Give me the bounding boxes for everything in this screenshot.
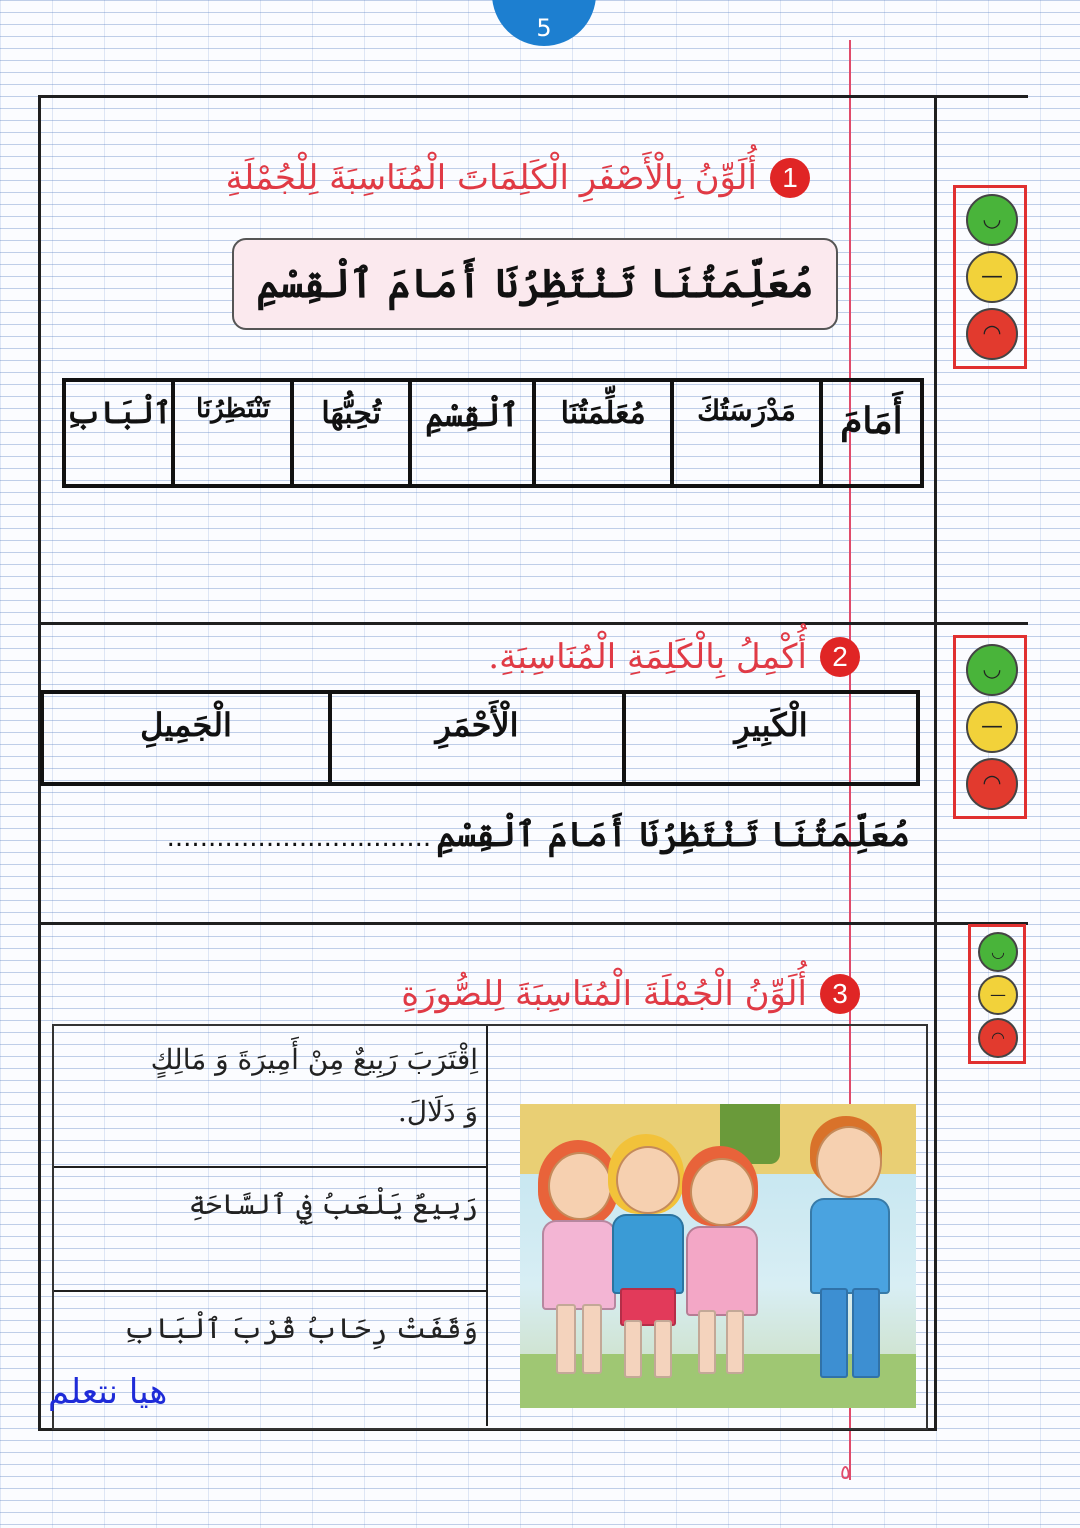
section-divider-1 bbox=[38, 622, 1028, 625]
section2-fill-sentence bbox=[150, 814, 910, 855]
sentence-option-1[interactable] bbox=[66, 1034, 478, 1138]
sentence-1-line-1: اِقْتَرَبَ رَبِيعٌ مِنْ أَمِيرَةَ وَ مَالِكٍ bbox=[150, 1043, 478, 1076]
word-cell[interactable]: ٱلْبَابِ bbox=[64, 380, 173, 486]
self-assessment-faces-2 bbox=[953, 635, 1027, 819]
answer-blank[interactable]: ................................ bbox=[166, 823, 432, 853]
neutral-face-icon[interactable]: — bbox=[966, 701, 1018, 753]
section-divider-2 bbox=[38, 922, 1028, 925]
word-cell[interactable]: تُحِبُّهَا bbox=[292, 380, 410, 486]
frame-top bbox=[38, 95, 1028, 98]
section1-title: أُلَوِّنُ بِالْأَصْفَرِ الْكَلِمَاتَ الْمُنَاسِبَةَ لِلْجُمْلَةِ bbox=[225, 158, 757, 198]
word-cell[interactable]: مُعَلِّمَتُنَا bbox=[534, 380, 672, 486]
frame-divider bbox=[934, 95, 937, 1431]
word-cell[interactable]: مَدْرَسَتُكَ bbox=[672, 380, 820, 486]
section3-row-divider-2 bbox=[54, 1290, 486, 1292]
word-cell[interactable]: تَنْتَظِرُنَا bbox=[173, 380, 292, 486]
section1-number: 1 bbox=[770, 158, 810, 198]
option-cell[interactable]: الْأَحْمَرِ bbox=[330, 692, 624, 784]
watermark-text: هيا نتعلم bbox=[48, 1372, 168, 1412]
sentence-option-3[interactable]: وَقَفَتْ رِحَابُ قُرْبَ ٱلْبَابِ bbox=[123, 1312, 478, 1345]
option-cell[interactable]: الْجَمِيلِ bbox=[42, 692, 330, 784]
section3-number: 3 bbox=[820, 974, 860, 1014]
section3-header bbox=[320, 974, 860, 1014]
sentence-option-2[interactable]: رَبِيعٌ يَلْعَبُ فِي ٱلسَّاحَةِ bbox=[188, 1188, 478, 1221]
section3-column-divider bbox=[486, 1026, 488, 1426]
happy-face-icon[interactable]: ◡ bbox=[966, 644, 1018, 696]
section2-number: 2 bbox=[820, 637, 860, 677]
word-cell[interactable]: أَمَامَ bbox=[821, 380, 922, 486]
happy-face-icon[interactable]: ◡ bbox=[966, 194, 1018, 246]
self-assessment-faces-1 bbox=[953, 185, 1027, 369]
footer-page-number: ٥ bbox=[840, 1460, 851, 1484]
children-illustration bbox=[520, 1104, 916, 1408]
section2-header bbox=[400, 637, 860, 677]
section1-word-table bbox=[62, 378, 924, 488]
neutral-face-icon[interactable]: — bbox=[978, 975, 1018, 1015]
sentence-1-line-2: وَ دَلَالَ. bbox=[397, 1095, 478, 1128]
sad-face-icon[interactable]: ◠ bbox=[966, 758, 1018, 810]
sad-face-icon[interactable]: ◠ bbox=[966, 308, 1018, 360]
section2-sentence: مُعَلِّمَتُنَا تَنْتَظِرُنَا أَمَامَ ٱلْقِسْمِ bbox=[436, 815, 910, 855]
section1-sentence: مُعَلِّمَتُنَا تَنْتَظِرُنَا أَمَامَ ٱلْقِسْمِ bbox=[232, 238, 838, 330]
happy-face-icon[interactable]: ◡ bbox=[978, 932, 1018, 972]
option-cell[interactable]: الْكَبِيرِ bbox=[624, 692, 918, 784]
section2-title: أُكْمِلُ بِالْكَلِمَةِ الْمُنَاسِبَةِ. bbox=[488, 637, 807, 677]
self-assessment-faces-3 bbox=[968, 924, 1026, 1064]
section1-header bbox=[150, 158, 810, 198]
section3-title: أُلَوِّنُ الْجُمْلَةَ الْمُنَاسِبَةَ لِلصُّورَةِ bbox=[401, 974, 807, 1014]
neutral-face-icon[interactable]: — bbox=[966, 251, 1018, 303]
section2-option-table bbox=[40, 690, 920, 786]
word-cell[interactable]: ٱلْقِسْمِ bbox=[410, 380, 534, 486]
section3-row-divider-1 bbox=[54, 1166, 486, 1168]
sad-face-icon[interactable]: ◠ bbox=[978, 1018, 1018, 1058]
page-number-badge: 5 bbox=[492, 0, 596, 46]
